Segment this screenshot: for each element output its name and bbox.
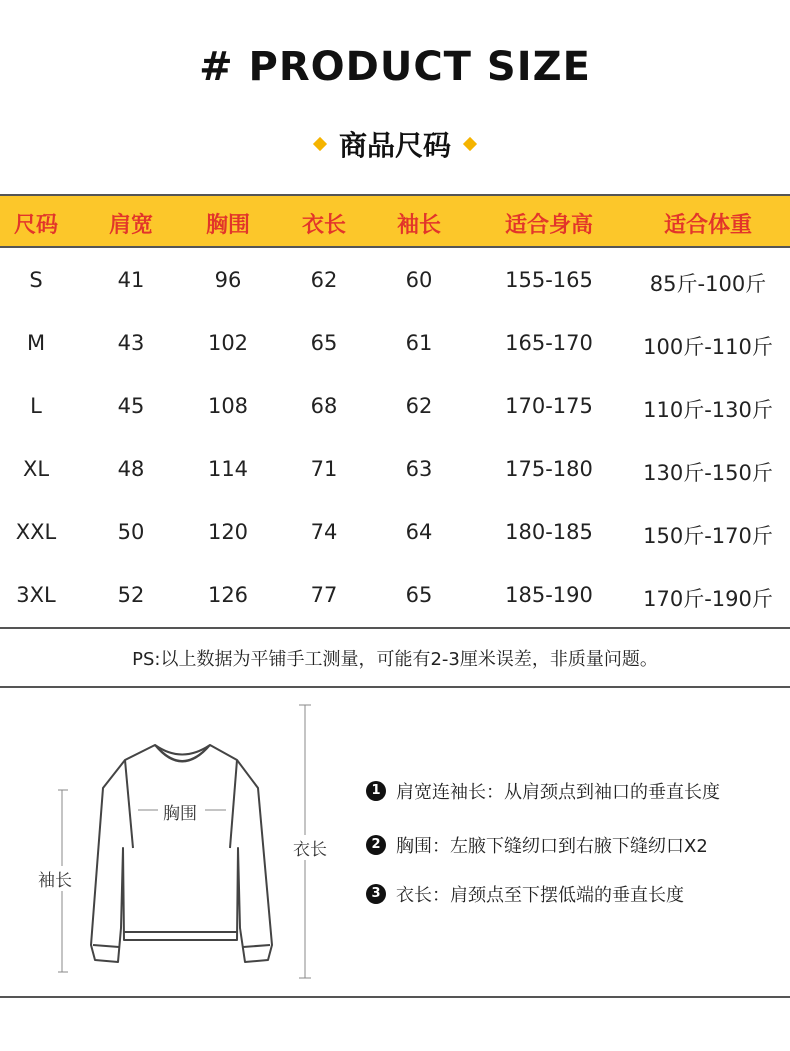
table-cell: 62 [405,394,433,418]
chest-label: 胸围 [163,804,197,824]
table-cell: 108 [207,394,249,418]
subtitle [0,124,790,164]
table-cell: 77 [310,583,338,607]
table-cell: 170-175 [505,394,593,418]
number-3-icon: 3 [366,884,386,904]
table-cell: 43 [117,331,145,355]
table-cell: 62 [310,268,338,292]
number-1-icon: 1 [366,781,386,801]
table-cell: 45 [117,394,145,418]
table-cell: 48 [117,457,145,481]
table-cell: 120 [207,520,249,544]
table-cell: 110斤-130斤 [643,398,773,422]
subtitle-text: 商品尺码 [338,129,451,162]
column-header: 适合身高 [504,213,594,238]
table-cell: L [30,394,42,418]
divider [0,996,790,998]
legend-text: 胸围：左腋下缝纫口到右腋下缝纫口X2 [396,836,708,857]
sweater-body [91,745,272,962]
table-cell: 96 [214,268,242,292]
table-cell: 68 [310,394,338,418]
table-cell: 170斤-190斤 [643,587,773,611]
divider [0,246,790,248]
table-cell: 41 [117,268,145,292]
table-row [0,565,790,628]
table-cell: 114 [207,457,249,481]
length-label: 衣长 [291,835,329,860]
column-header: 适合体重 [663,213,753,238]
table-cell: 60 [405,268,433,292]
number-2-icon: 2 [366,835,386,855]
table-cell: 175-180 [505,457,593,481]
table-cell: 155-165 [505,268,593,292]
table-cell: 126 [207,583,249,607]
column-header: 袖长 [396,213,442,238]
column-header: 胸围 [205,213,251,238]
table-cell: XXL [15,520,57,544]
table-cell: 85斤-100斤 [649,272,767,296]
table-cell: 64 [405,520,433,544]
table-cell: 150斤-170斤 [643,524,773,548]
table-cell: 180-185 [505,520,593,544]
table-cell: M [26,331,46,355]
table-cell: 102 [207,331,249,355]
table-cell: 74 [310,520,338,544]
table-cell: 50 [117,520,145,544]
table-row [0,376,790,439]
sleeve-label: 袖长 [36,866,74,891]
table-cell: 65 [405,583,433,607]
table-cell: 65 [310,331,338,355]
divider [0,627,790,629]
column-header: 尺码 [13,213,59,238]
legend-item-3 [366,881,684,907]
legend-text: 肩宽连袖长：从肩颈点到袖口的垂直长度 [396,782,720,803]
column-header: 肩宽 [108,213,154,238]
page-title: # PRODUCT SIZE [199,44,591,90]
table-row [0,313,790,376]
table-cell: 185-190 [505,583,593,607]
diamond-icon [313,137,327,151]
table-row [0,439,790,502]
table-row [0,502,790,565]
column-header: 衣长 [301,213,347,238]
table-cell: 71 [310,457,338,481]
legend-item-2 [366,832,708,858]
table-cell: 100斤-110斤 [643,335,773,359]
table-cell: 61 [405,331,433,355]
table-cell: XL [22,457,50,481]
legend-text: 衣长：肩颈点至下摆低端的垂直长度 [396,885,684,906]
table-cell: 165-170 [505,331,593,355]
table-cell: 130斤-150斤 [643,461,773,485]
divider [0,686,790,688]
legend-item-1 [366,778,720,804]
table-row [0,250,790,313]
table-cell: 3XL [16,583,56,607]
table-cell: S [29,268,43,292]
table-cell: 52 [117,583,145,607]
table-cell: 63 [405,457,433,481]
table-header [0,196,790,246]
measurement-note: PS:以上数据为平铺手工测量，可能有2-3厘米误差，非质量问题。 [132,649,658,670]
diamond-icon [463,137,477,151]
